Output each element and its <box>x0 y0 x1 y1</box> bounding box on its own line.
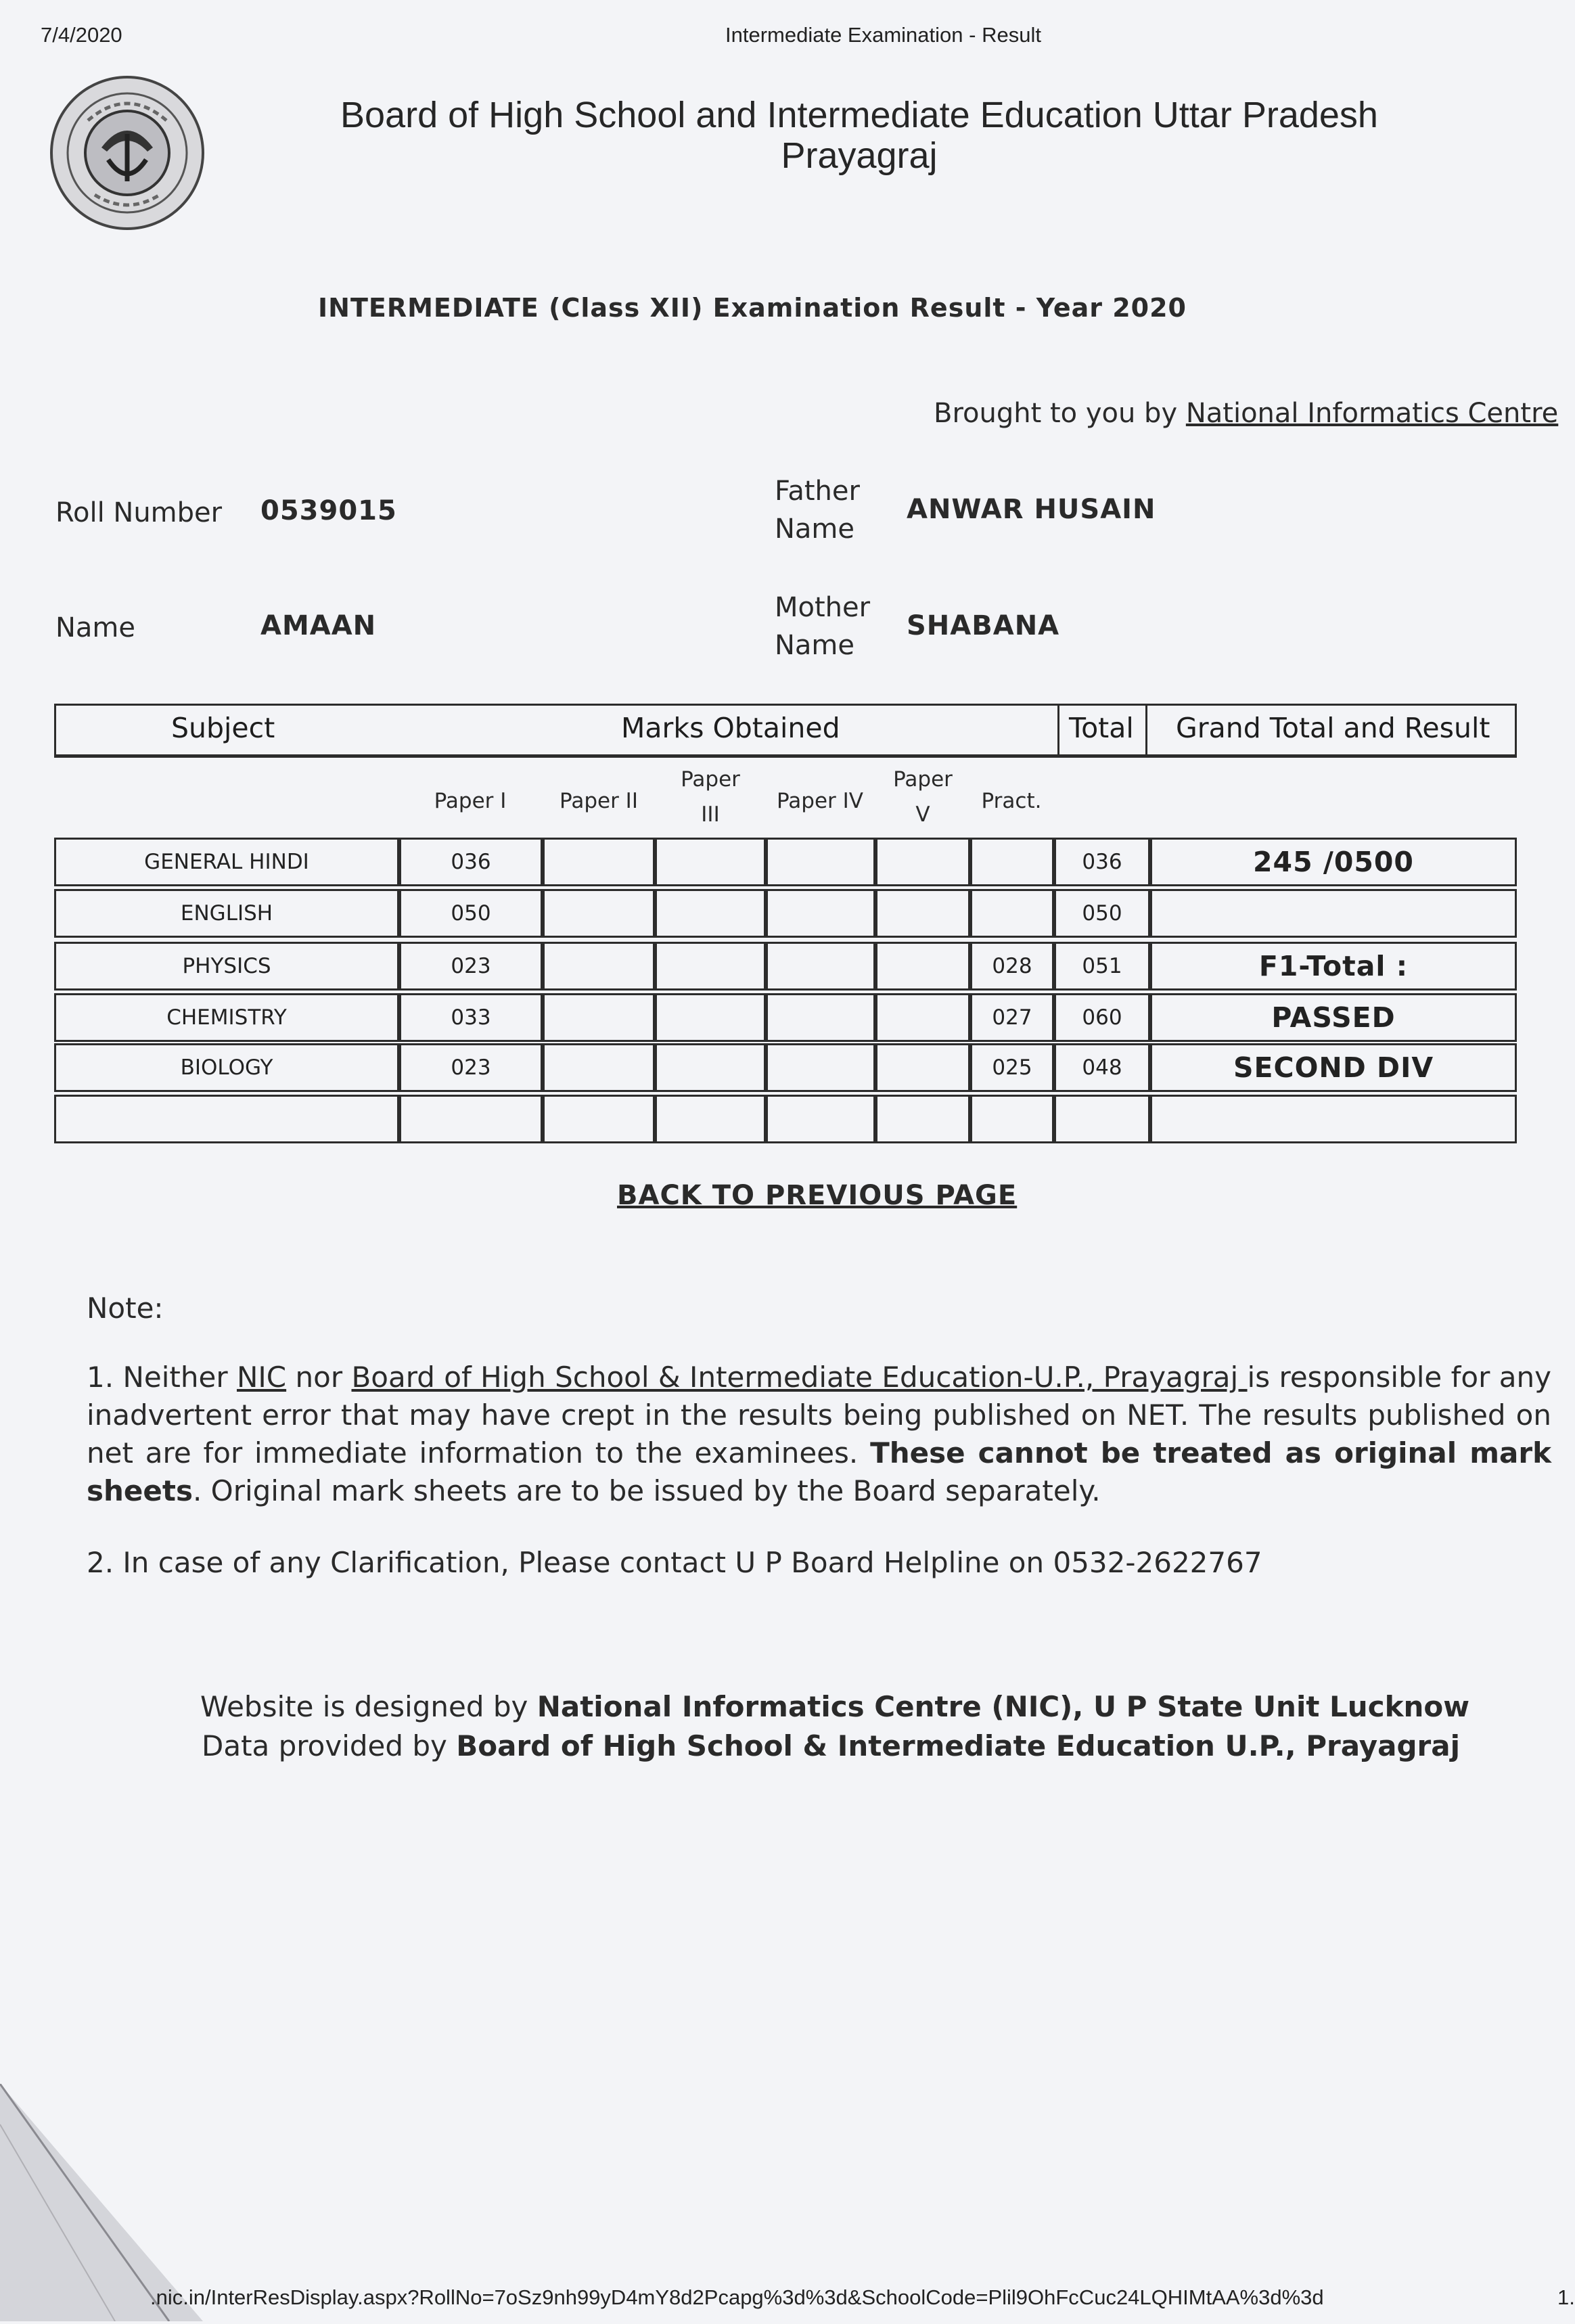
note-item-2: 2. In case of any Clarification, Please contact U P Board Helpline on 0532-2622767 <box>87 1546 1262 1579</box>
subhead-paper-5-a: Paper <box>893 767 953 792</box>
cell-paper-3 <box>655 1095 766 1143</box>
cell-paper-1: 050 <box>399 889 543 938</box>
cell-paper-5 <box>875 1043 970 1092</box>
cell-subject: CHEMISTRY <box>54 993 399 1042</box>
cell-total: 051 <box>1054 942 1150 990</box>
cell-paper-4 <box>766 838 875 886</box>
cell-paper-3 <box>655 838 766 886</box>
print-footer-page: 1. <box>1557 2285 1575 2309</box>
mother-name-label <box>775 589 870 664</box>
cell-paper-1 <box>399 1095 543 1143</box>
subhead-paper-5 <box>876 762 969 832</box>
cell-paper-5 <box>875 1095 970 1143</box>
cell-paper-2 <box>543 993 655 1042</box>
header-divider <box>1057 706 1059 756</box>
mother-name-value: SHABANA <box>907 610 1060 641</box>
father-name-label <box>775 472 860 548</box>
footer-designed-prefix: Website is designed by <box>200 1690 537 1723</box>
cell-practical <box>970 889 1054 938</box>
cell-paper-3 <box>655 993 766 1042</box>
print-date: 7/4/2020 <box>41 23 122 47</box>
note-item-1 <box>87 1359 1551 1510</box>
footer-data-org: Board of High School & Intermediate Education U.P., Prayagraj <box>456 1729 1460 1762</box>
subhead-practical: Pract. <box>981 789 1042 813</box>
cell-practical: 025 <box>970 1043 1054 1092</box>
cell-result: SECOND DIV <box>1150 1043 1517 1092</box>
print-footer-url: .nic.in/InterResDisplay.aspx?RollNo=7oSz9nh99yD4mY8d2Pcapg%3d%3d&SchoolCode=Plil9OhFcCuc24LQHIMtAA%3d%3d <box>150 2285 1324 2309</box>
nic-link[interactable]: National Informatics Centre <box>1185 398 1559 429</box>
header-marks-obtained: Marks Obtained <box>621 712 840 744</box>
footer-data-prefix: Data provided by <box>202 1729 457 1762</box>
cell-practical: 027 <box>970 993 1054 1042</box>
cell-subject: GENERAL HINDI <box>54 838 399 886</box>
cell-subject: PHYSICS <box>54 942 399 990</box>
cell-paper-1: 023 <box>399 1043 543 1092</box>
header-divider <box>1145 706 1147 756</box>
cell-paper-2 <box>543 1043 655 1092</box>
board-name: Board of High School and Intermediate Education Uttar Pradesh <box>340 95 1378 135</box>
cell-paper-2 <box>543 838 655 886</box>
board-seal-logo <box>47 73 207 233</box>
note-1-part-a: 1. Neither <box>87 1361 237 1394</box>
cell-paper-1: 033 <box>399 993 543 1042</box>
cell-paper-4 <box>766 993 875 1042</box>
mother-label-line2: Name <box>775 630 855 661</box>
note-1-part-d: . Original mark sheets are to be issued by the Board separately. <box>192 1474 1101 1507</box>
subhead-paper-3-b: III <box>701 802 720 827</box>
subhead-paper-3-a: Paper <box>681 767 740 792</box>
header-grand-total: Grand Total and Result <box>1176 712 1490 744</box>
roll-number-value: 0539015 <box>260 495 397 526</box>
cell-total: 036 <box>1054 838 1150 886</box>
cell-paper-4 <box>766 889 875 938</box>
cell-paper-1: 036 <box>399 838 543 886</box>
subhead-paper-2: Paper II <box>560 789 638 813</box>
father-name-value: ANWAR HUSAIN <box>907 494 1156 525</box>
board-heading <box>257 95 1461 176</box>
cell-result <box>1150 1095 1517 1143</box>
cell-result: 245 /0500 <box>1150 838 1517 886</box>
cell-paper-5 <box>875 993 970 1042</box>
cell-practical <box>970 1095 1054 1143</box>
father-label-line2: Name <box>775 514 855 545</box>
board-link-note[interactable]: Board of High School & Intermediate Education-U.P., Prayagraj <box>351 1361 1248 1394</box>
brought-by-prefix: Brought to you by <box>934 398 1186 429</box>
board-city: Prayagraj <box>781 135 938 176</box>
cell-paper-4 <box>766 1043 875 1092</box>
header-total: Total <box>1069 712 1134 744</box>
cell-practical: 028 <box>970 942 1054 990</box>
brought-by <box>934 398 1558 429</box>
exam-title: INTERMEDIATE (Class XII) Examination Result - Year 2020 <box>318 293 1187 323</box>
cell-total: 048 <box>1054 1043 1150 1092</box>
cell-paper-3 <box>655 1043 766 1092</box>
cell-paper-2 <box>543 1095 655 1143</box>
cell-paper-5 <box>875 942 970 990</box>
cell-paper-4 <box>766 942 875 990</box>
subhead-paper-1: Paper I <box>434 789 507 813</box>
cell-result: PASSED <box>1150 993 1517 1042</box>
note-heading: Note: <box>87 1292 164 1325</box>
back-to-previous-page-link[interactable]: BACK TO PREVIOUS PAGE <box>617 1180 1018 1211</box>
cell-paper-4 <box>766 1095 875 1143</box>
cell-subject: BIOLOGY <box>54 1043 399 1092</box>
header-subject: Subject <box>171 712 275 744</box>
cell-practical <box>970 838 1054 886</box>
subhead-paper-5-b: V <box>915 802 930 827</box>
name-label: Name <box>55 612 136 643</box>
subhead-paper-4: Paper IV <box>777 789 863 813</box>
cell-paper-1: 023 <box>399 942 543 990</box>
nic-link-note[interactable]: NIC <box>236 1361 287 1394</box>
footer-data-provided <box>202 1727 1460 1766</box>
cell-subject <box>54 1095 399 1143</box>
cell-total <box>1054 1095 1150 1143</box>
cell-paper-3 <box>655 942 766 990</box>
cell-result: F1-Total : <box>1150 942 1517 990</box>
roll-number-label: Roll Number <box>55 497 223 528</box>
print-page-title: Intermediate Examination - Result <box>725 23 1041 47</box>
cell-paper-2 <box>543 942 655 990</box>
name-value: AMAAN <box>260 610 377 641</box>
footer-designed-org: National Informatics Centre (NIC), U P State Unit Lucknow <box>537 1690 1470 1723</box>
cell-paper-2 <box>543 889 655 938</box>
mother-label-line1: Mother <box>775 592 871 623</box>
father-label-line1: Father <box>775 476 860 507</box>
cell-paper-5 <box>875 889 970 938</box>
cell-paper-5 <box>875 838 970 886</box>
subhead-paper-3 <box>656 762 764 832</box>
note-1-warning: These cannot be treated as original mark sheets <box>87 1436 1551 1507</box>
footer-designed-by <box>200 1687 1469 1727</box>
note-1-part-b: nor <box>286 1361 352 1394</box>
cell-subject: ENGLISH <box>54 889 399 938</box>
cell-total: 050 <box>1054 889 1150 938</box>
note-1-part-c: is responsible for any inadvertent error that may have crept in the results being published on NET. The results published on net are for immediate information to the examinees. <box>87 1361 1551 1469</box>
table-header-band <box>54 704 1517 758</box>
cell-result <box>1150 889 1517 938</box>
cell-total: 060 <box>1054 993 1150 1042</box>
cell-paper-3 <box>655 889 766 938</box>
